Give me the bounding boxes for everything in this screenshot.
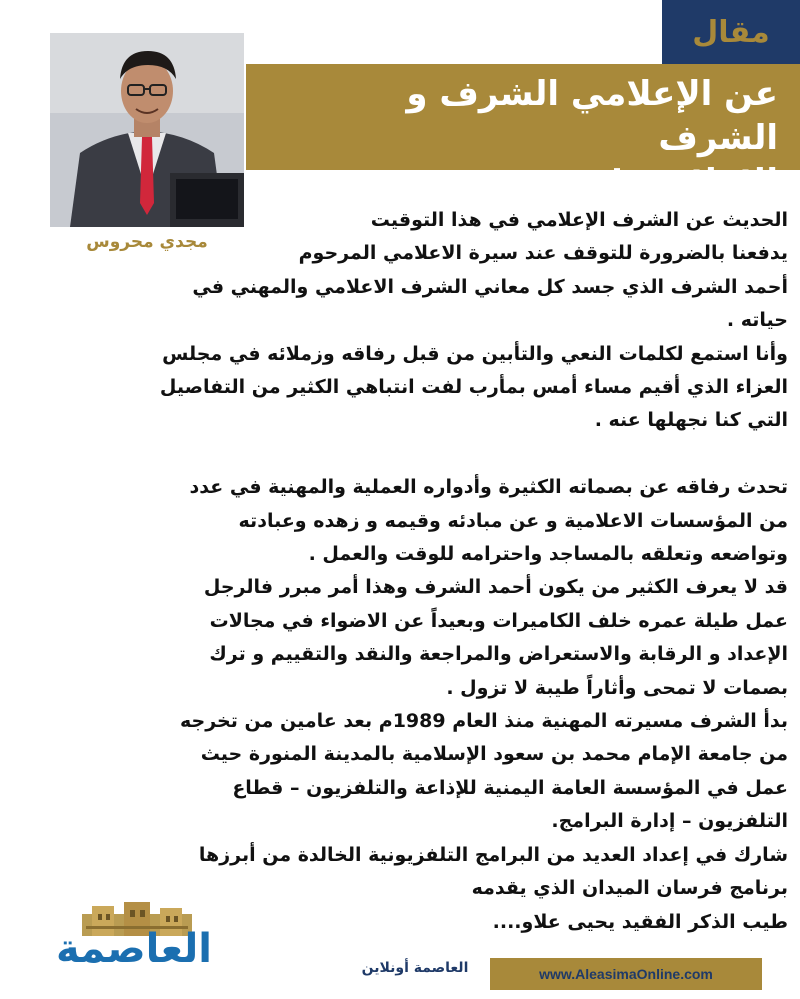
body-line: بصمات لا تمحى وأثاراً طيبة لا تزول . bbox=[446, 676, 788, 699]
author-portrait-illustration bbox=[50, 33, 244, 227]
paragraph-gap bbox=[88, 438, 788, 471]
body-line: تحدث رفاقه عن بصماته الكثيرة وأدواره العملية والمهنية في عدد bbox=[189, 476, 788, 499]
body-line: طيب الذكر الفقيد يحيى علاو.... bbox=[492, 910, 788, 933]
title-line-2: الاعلامي ! bbox=[609, 162, 778, 202]
body-line: شارك في إعداد العديد من البرامج التلفزيونية الخالدة من أبرزها bbox=[198, 843, 788, 866]
body-line: عمل في المؤسسة العامة اليمنية للإذاعة والتلفزيون – قطاع bbox=[232, 776, 788, 799]
body-line: برنامج فرسان الميدان الذي يقدمه bbox=[471, 877, 788, 900]
title-line-1: عن الإعلامي الشرف و الشرف bbox=[406, 74, 778, 158]
title-band bbox=[246, 64, 800, 202]
body-line: التي كنا نجهلها عنه . bbox=[594, 409, 788, 432]
article-title bbox=[278, 72, 778, 204]
logo-wordmark: العاصمة bbox=[55, 926, 212, 972]
author-name: مجدي محروس bbox=[86, 232, 208, 252]
article-body bbox=[88, 204, 788, 939]
body-line: قد لا يعرف الكثير من يكون أحمد الشرف وهذا أمر مبرر فالرجل bbox=[203, 576, 788, 599]
body-line: حياته . bbox=[726, 309, 788, 332]
body-line: الحديث عن الشرف الإعلامي في هذا التوقيت bbox=[370, 209, 788, 231]
body-line: أحمد الشرف الذي جسد كل معاني الشرف الاعلامي والمهني في bbox=[192, 275, 788, 298]
body-line: عمل طيلة عمره خلف الكاميرات وبعيداً عن الاضواء في مجالات bbox=[209, 609, 788, 632]
body-line: بدأ الشرف مسيرته المهنية منذ العام 1989م بعد عامين من تخرجه bbox=[180, 710, 788, 733]
body-line: من جامعة الإمام محمد بن سعود الإسلامية بالمدينة المنورة حيث bbox=[200, 743, 788, 766]
body-line: من المؤسسات الاعلامية و عن مبادئه وقيمه و زهده وعبادته bbox=[238, 509, 788, 532]
body-line: وتواضعه وتعلقه بالمساجد واحترامه للوقت والعمل . bbox=[308, 543, 788, 566]
footer-url[interactable]: www.AleasimaOnline.com bbox=[490, 958, 762, 990]
footer-site-name: العاصمة أونلاين bbox=[361, 960, 469, 976]
section-tag: مقال bbox=[662, 0, 800, 64]
site-logo bbox=[55, 900, 212, 976]
body-line: الإعداد و الرقابة والاستعراض والمراجعة والنقد والتقييم و ترك bbox=[209, 643, 788, 666]
body-line: التلفزيون – إدارة البرامج. bbox=[551, 810, 788, 833]
author-photo bbox=[50, 33, 244, 227]
body-line: وأنا استمع لكلمات النعي والتأبين من قبل رفاقه وزملائه في مجلس bbox=[162, 342, 788, 365]
body-line: العزاء الذي أقيم مساء أمس بمأرب لفت انتباهي الكثير من التفاصيل bbox=[159, 376, 788, 399]
body-line: يدفعنا بالضرورة للتوقف عند سيرة الاعلامي المرحوم bbox=[298, 242, 788, 265]
